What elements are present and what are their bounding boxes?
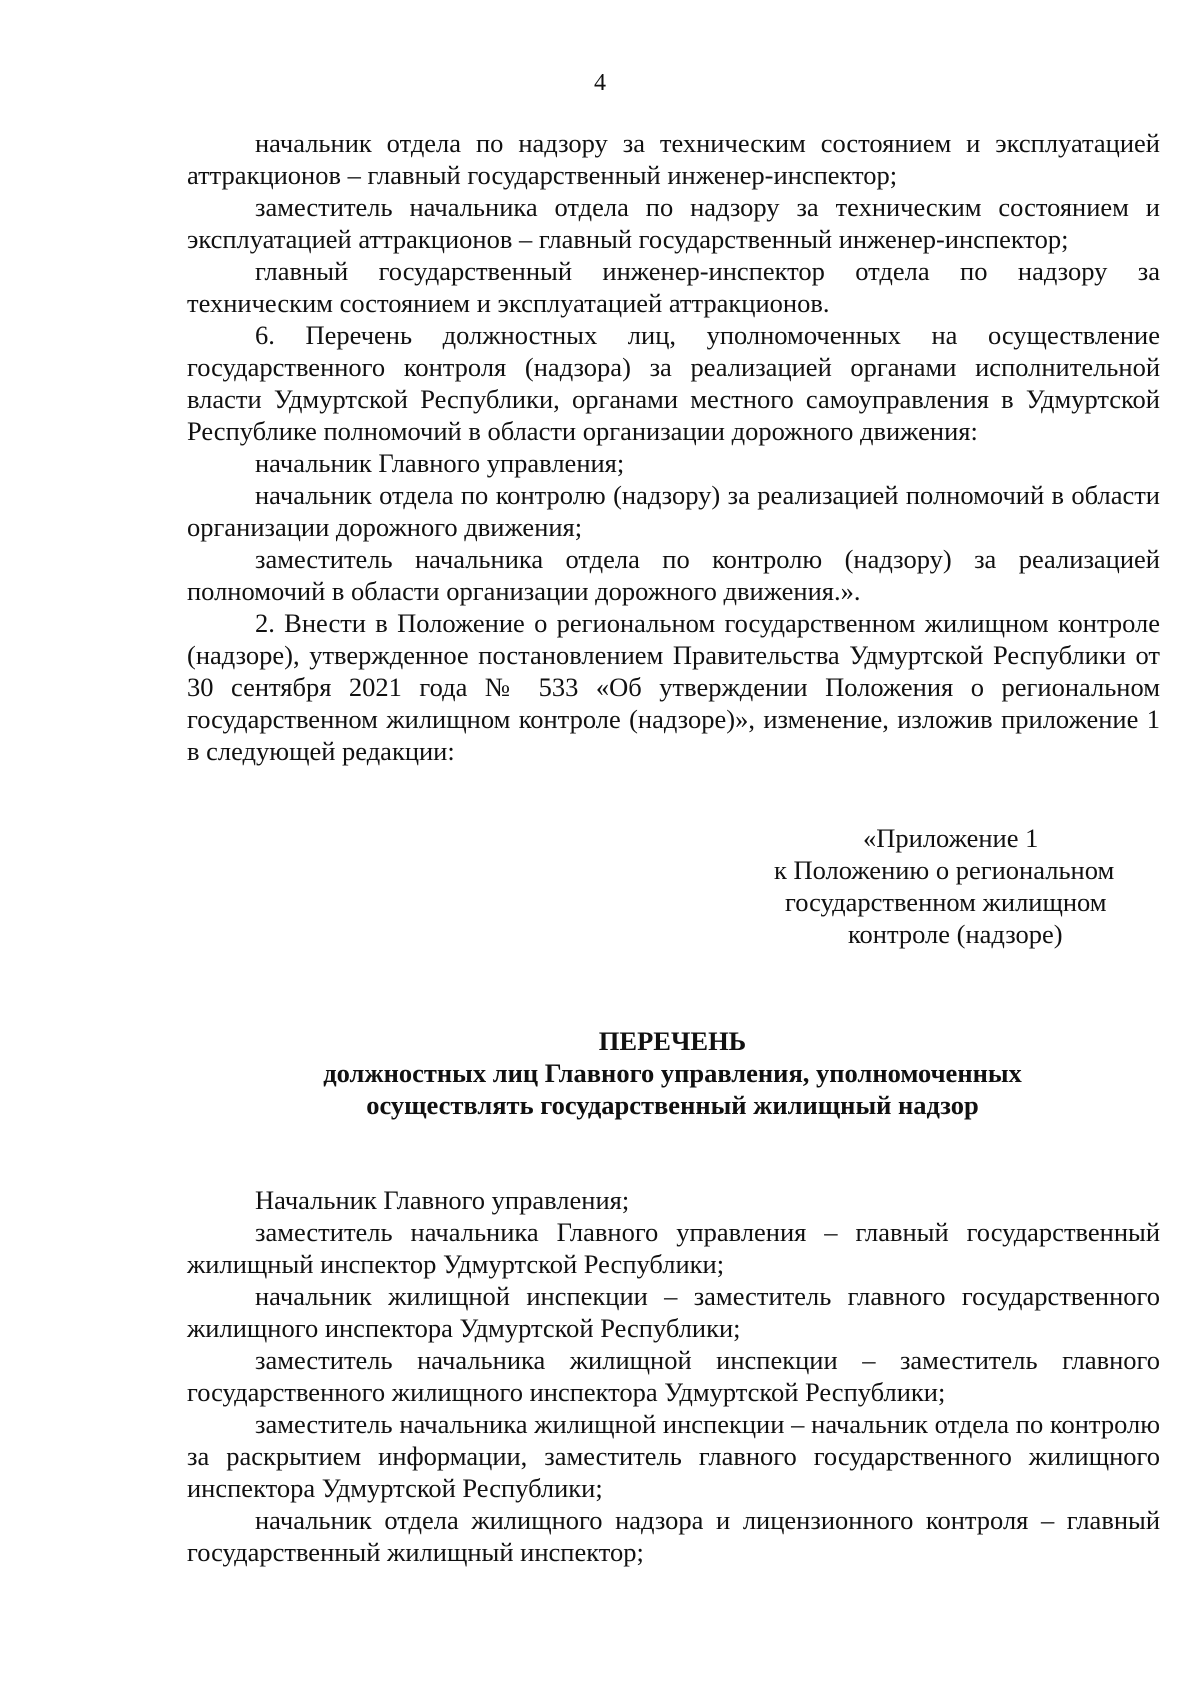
paragraph: 6. Перечень должностных лиц, уполномоченных на осуществление государственного контроля (надзора) за реализацией органами исполнительной власти Удмуртской Республики, органами местного самоуправления в Удмуртской Республике полномочий в области организации дорожного движения: xyxy=(187,320,1160,446)
list-item: заместитель начальника жилищной инспекции – начальник отдела по контролю за раскрытием информации, заместитель главного государственного жилищного инспектора Удмуртской Республики; xyxy=(187,1409,1160,1503)
paragraph: начальник отдела по надзору за техническим состоянием и эксплуатацией аттракционов – главный государственный инженер-инспектор; xyxy=(187,128,1160,190)
body-text xyxy=(187,127,1160,767)
paragraph: 2. Внести в Положение о региональном государственном жилищном контроле (надзоре), утвержденное постановлением Правительства Удмуртской Республики от 30 сентября 2021 года № 533 «Об утверждении Положения о региональном государственном жилищном контроле (надзоре)», изменение, изложив приложение 1 в следующей редакции: xyxy=(187,608,1160,766)
officials-list xyxy=(187,1184,1160,1568)
page-number: 4 xyxy=(594,70,606,96)
paragraph: начальник Главного управления; xyxy=(255,448,625,478)
heading-subtitle: осуществлять государственный жилищный надзор xyxy=(366,1090,979,1120)
list-item: начальник жилищной инспекции – заместитель главного государственного жилищного инспектора Удмуртской Республики; xyxy=(187,1281,1160,1343)
paragraph: главный государственный инженер-инспектор отдела по надзору за техническим состоянием и эксплуатацией аттракционов. xyxy=(187,256,1160,318)
list-item: заместитель начальника Главного управления – главный государственный жилищный инспектор Удмуртской Республики; xyxy=(187,1217,1160,1279)
paragraph: заместитель начальника отдела по надзору за техническим состоянием и эксплуатацией аттракционов – главный государственный инженер-инспектор; xyxy=(187,192,1160,254)
paragraph: начальник отдела по контролю (надзору) за реализацией полномочий в области организации дорожного движения; xyxy=(187,480,1160,542)
appendix-line: к Положению о региональном xyxy=(774,855,1115,885)
appendix-reference xyxy=(740,822,1200,950)
list-item: Начальник Главного управления; xyxy=(255,1185,630,1215)
appendix-line: контроле (надзоре) xyxy=(848,919,1063,949)
heading-subtitle: должностных лиц Главного управления, уполномоченных xyxy=(323,1058,1022,1088)
appendix-line: государственном жилищном xyxy=(785,887,1107,917)
heading-title: ПЕРЕЧЕНЬ xyxy=(598,1026,747,1056)
paragraph: заместитель начальника отдела по контролю (надзору) за реализацией полномочий в области организации дорожного движения.». xyxy=(187,544,1160,606)
appendix-line: «Приложение 1 xyxy=(863,823,1039,853)
list-item: начальник отдела жилищного надзора и лицензионного контроля – главный государственный жилищный инспектор; xyxy=(187,1505,1160,1567)
list-item: заместитель начальника жилищной инспекции – заместитель главного государственного жилищного инспектора Удмуртской Республики; xyxy=(187,1345,1160,1407)
section-heading xyxy=(0,1025,1200,1121)
